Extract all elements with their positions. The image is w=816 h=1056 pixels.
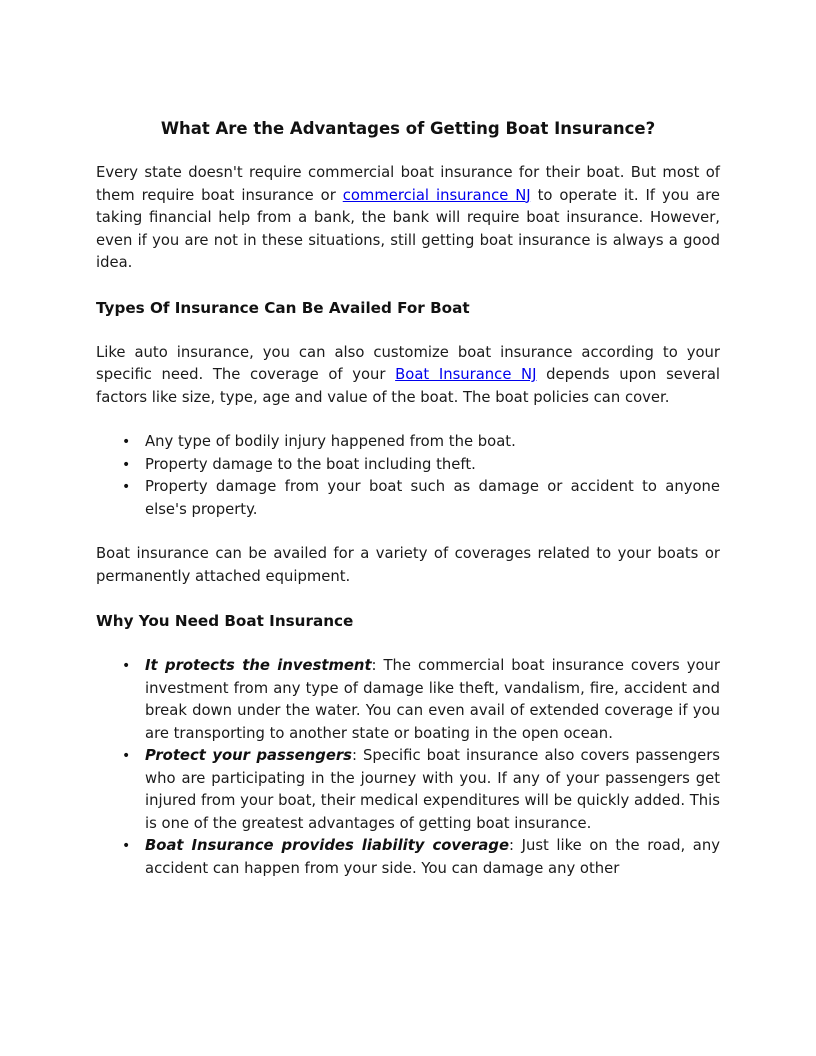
list-item [122,745,720,835]
list-item [122,454,720,477]
list-item [122,655,720,745]
commercial-insurance-nj-link[interactable]: commercial insurance NJ [342,186,531,204]
list-item [122,476,720,521]
bullet-icon: • [122,434,131,450]
list-item-text: Any type of bodily injury happened from the boat. [145,433,516,450]
list-item-text: : Specific boat insurance also covers passengers who are participating in the journey with you. If any of your passengers get injured from your boat, their medical expenditures will be quickly added. This is one of the greatest advantages of getting boat insurance. [145,747,720,832]
types-section-heading: Types Of Insurance Can Be Availed For Boat [96,298,470,317]
coverage-bullet-list [96,431,720,521]
types-text-before-link: Like auto insurance, you can also customize boat insurance according to your specific need. The coverage of your [96,343,720,383]
types-closing-paragraph: Boat insurance can be availed for a variety of coverages related to your boats or permanently attached equipment. [96,545,720,585]
list-item-lead: Protect your passengers [145,747,352,764]
why-bullet-list [96,655,720,880]
bullet-icon: • [122,658,131,674]
list-item [122,835,720,880]
list-item-lead: It protects the investment [145,657,372,674]
list-item [122,431,720,454]
bullet-icon: • [122,456,131,473]
why-section-heading: Why You Need Boat Insurance [96,612,354,630]
list-item-text: : The commercial boat insurance covers your investment from any type of damage like theft, vandalism, fire, accident and break down under the water. You can even avail of extended coverage if you are transporting to another state or boating in the open ocean. [145,657,720,742]
types-paragraph [96,342,720,410]
bullet-icon: • [122,838,131,854]
list-item-text: Property damage to the boat including theft. [145,455,476,473]
bullet-icon: • [122,748,131,764]
intro-text-after-link: to operate it. If you are taking financial help from a bank, the bank will require boat insurance. However, even if you are not in these situations, still getting boat insurance is always a good idea. [96,186,720,271]
intro-text-before-link: Every state doesn't require commercial boat insurance for their boat. But most of them require boat insurance or [96,164,720,204]
list-item-text: : Just like on the road, any accident can happen from your side. You can damage any other [145,837,720,877]
intro-paragraph [96,162,720,275]
bullet-icon: • [122,479,131,495]
document-title: What Are the Advantages of Getting Boat Insurance? [160,119,656,138]
types-text-after-link: depends upon several factors like size, type, age and value of the boat. The boat policies can cover. [96,366,720,406]
boat-insurance-nj-link[interactable]: Boat Insurance NJ [395,366,537,383]
list-item-text: Property damage from your boat such as damage or accident to anyone else's property. [145,478,720,518]
list-item-lead: Boat Insurance provides liability coverage [145,837,510,854]
